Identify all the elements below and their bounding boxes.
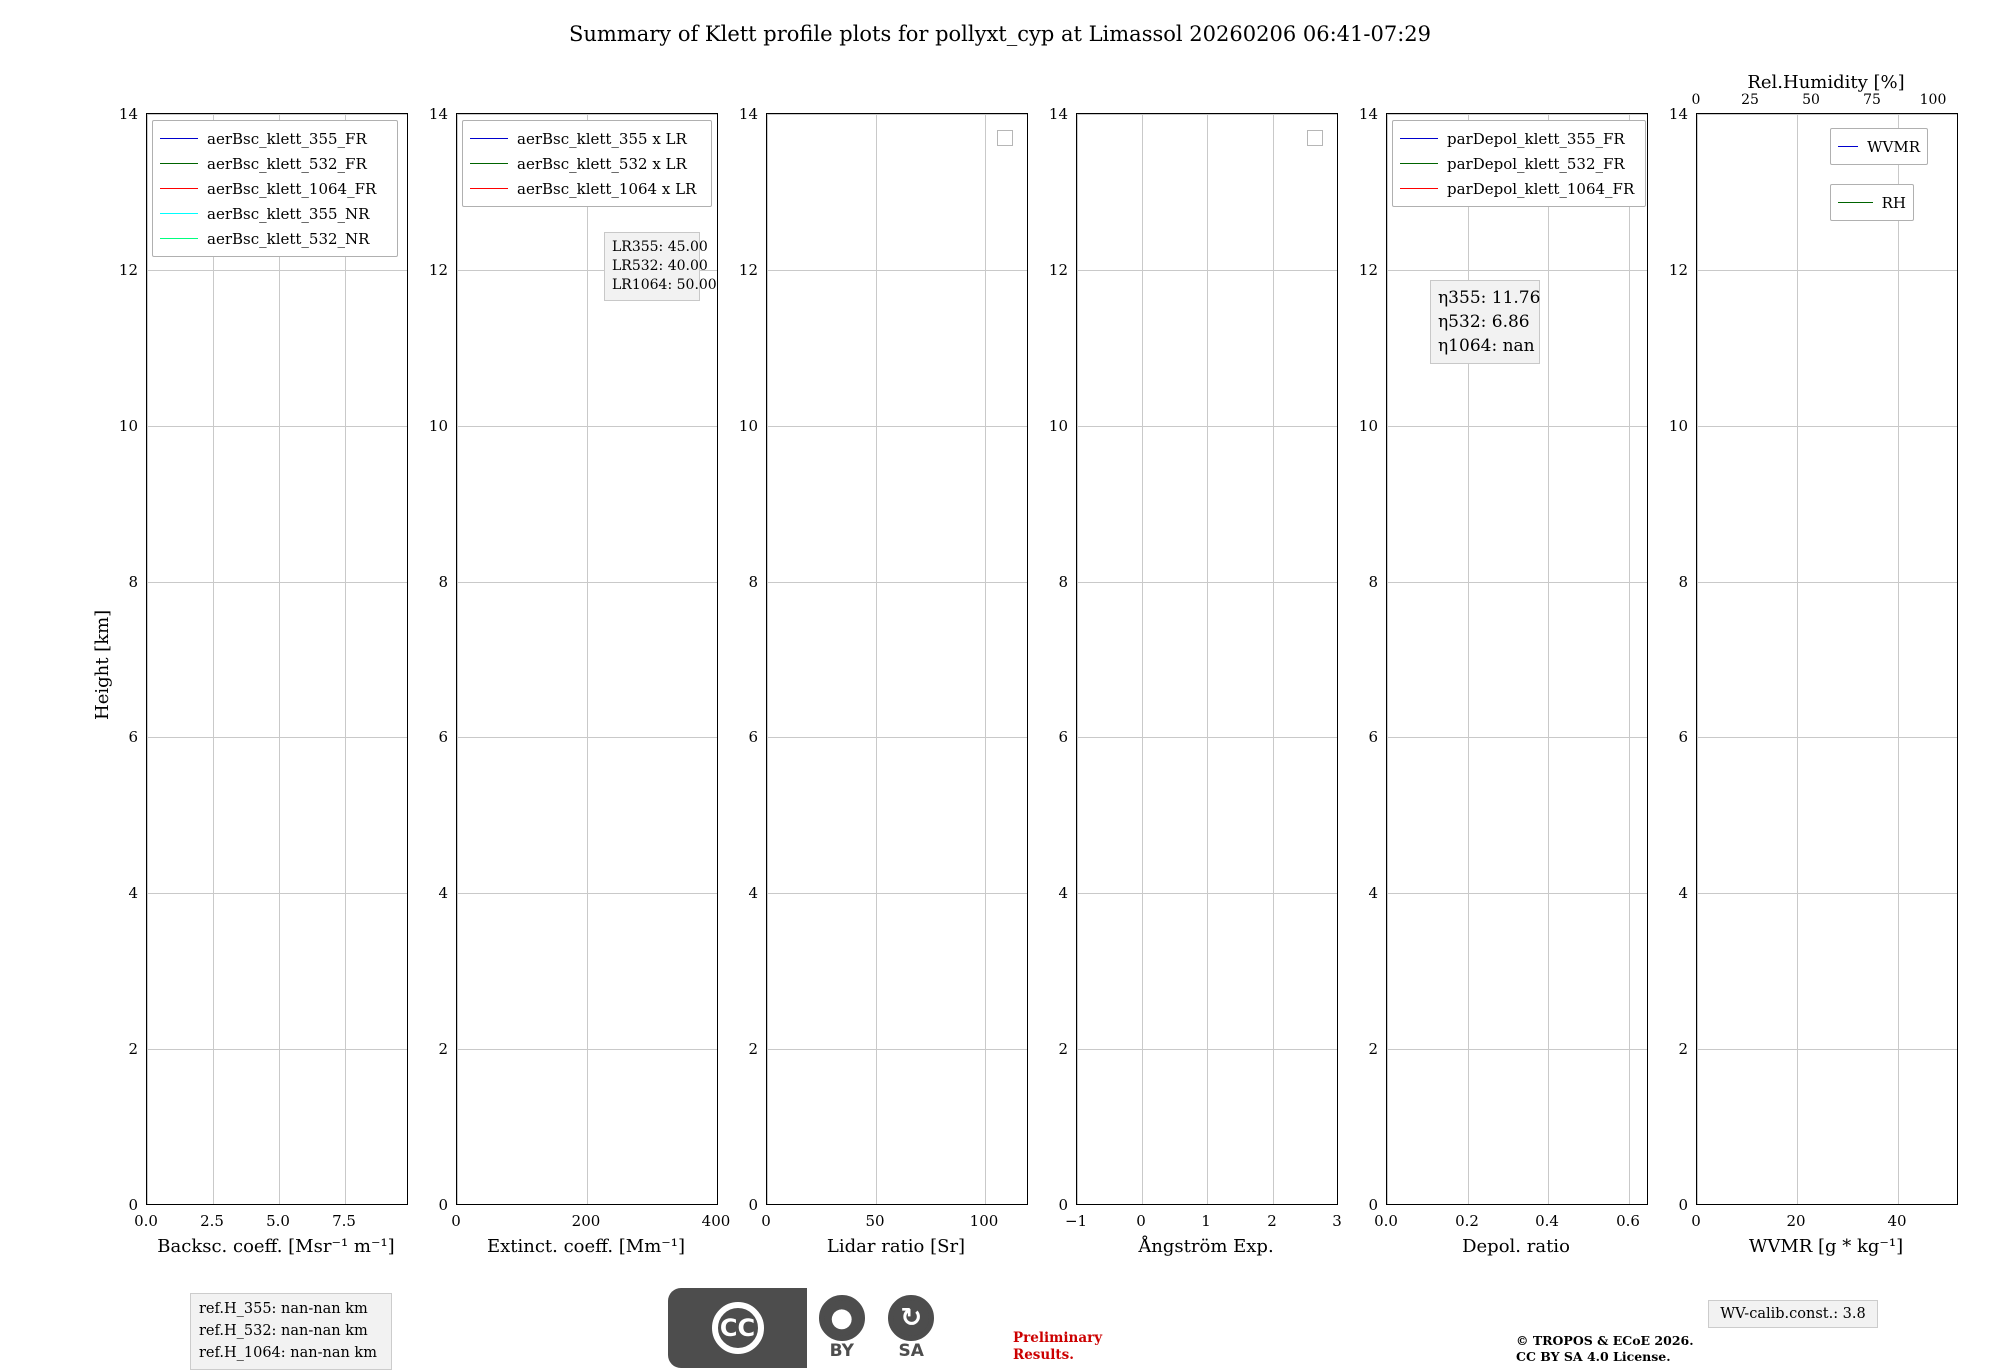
legend-extinct[interactable] (462, 120, 712, 207)
legend-backsc[interactable] (152, 120, 398, 257)
lr-355: LR355: 45.00 (612, 239, 708, 255)
xtick-extinct-0: 0 (451, 1212, 461, 1230)
xlabel-wvmr: WVMR [g * kg⁻¹] (1748, 1236, 1904, 1257)
legend-label: aerBsc_klett_1064 x LR (517, 179, 697, 198)
legend-label: RH (1881, 193, 1906, 212)
legend-label: parDepol_klett_355_FR (1447, 129, 1625, 148)
ytick-6: 6 (1678, 728, 1688, 746)
cc-sa-label: SA (898, 1341, 924, 1361)
xlabel-lidar-ratio: Lidar ratio [Sr] (826, 1236, 966, 1257)
ytick-6: 6 (438, 728, 448, 746)
legend-line-icon (1400, 138, 1438, 139)
legend-line-icon (1838, 146, 1858, 147)
ytick-2: 2 (438, 1040, 448, 1058)
xtick-lidar-1: 50 (865, 1212, 885, 1230)
legend-line-icon (160, 163, 198, 164)
xtick-angstrom-4: 3 (1332, 1212, 1342, 1230)
top-xtick-25: 25 (1741, 92, 1759, 108)
legend-item[interactable] (160, 226, 390, 251)
legend-placeholder-angstrom[interactable] (1307, 130, 1323, 146)
xtick-angstrom-1: 0 (1136, 1212, 1146, 1230)
legend-rh[interactable] (1830, 184, 1914, 221)
ytick-2: 2 (1368, 1040, 1378, 1058)
ytick-14: 14 (118, 105, 138, 123)
cc-terms (807, 1288, 946, 1368)
cc-license-badge[interactable] (668, 1288, 946, 1368)
legend-label: aerBsc_klett_355_NR (207, 204, 370, 223)
top-xtick-50: 50 (1802, 92, 1820, 108)
xtick-angstrom-2: 1 (1201, 1212, 1211, 1230)
legend-line-icon (470, 163, 508, 164)
copyright-line-2: CC BY SA 4.0 License. (1516, 1349, 1671, 1365)
xtick-lidar-2: 100 (969, 1212, 999, 1230)
ytick-12: 12 (428, 261, 448, 279)
xlabel-backsc: Backsc. coeff. [Msr⁻¹ m⁻¹] (157, 1236, 395, 1257)
xtick-extinct-1: 200 (571, 1212, 601, 1230)
reference-height-box (190, 1293, 392, 1370)
legend-item[interactable] (160, 151, 390, 176)
ytick-4: 4 (1678, 884, 1688, 902)
xtick-depol-1: 0.2 (1455, 1212, 1479, 1230)
ytick-14: 14 (1048, 105, 1068, 123)
xtick-wvmr-2: 40 (1887, 1212, 1907, 1230)
legend-label: aerBsc_klett_532 x LR (517, 154, 687, 173)
lidar-ratio-annotation (604, 232, 717, 301)
eta-532: η532: 6.86 (1438, 312, 1530, 333)
preliminary-line-2: Results. (1013, 1346, 1074, 1363)
ytick-0: 0 (438, 1196, 448, 1214)
legend-item[interactable] (160, 126, 390, 151)
ytick-2: 2 (128, 1040, 138, 1058)
xtick-depol-0: 0.0 (1374, 1212, 1398, 1230)
legend-line-icon (470, 188, 508, 189)
legend-placeholder-lidar[interactable] (997, 130, 1013, 146)
xtick-depol-2: 0.4 (1535, 1212, 1559, 1230)
ytick-8: 8 (748, 573, 758, 591)
legend-item[interactable] (1400, 126, 1638, 151)
legend-label: aerBsc_klett_355 x LR (517, 129, 687, 148)
ytick-12: 12 (1668, 261, 1688, 279)
ytick-10: 10 (1358, 417, 1378, 435)
person-icon: ● (819, 1295, 865, 1341)
cc-by-item (819, 1295, 865, 1361)
legend-line-icon (470, 138, 508, 139)
legend-item[interactable] (470, 126, 704, 151)
ref-h-355: ref.H_355: nan-nan km (199, 1301, 368, 1317)
legend-label: aerBsc_klett_532_NR (207, 229, 370, 248)
legend-label: aerBsc_klett_532_FR (207, 154, 367, 173)
eta-annotation (1430, 280, 1540, 364)
legend-label: aerBsc_klett_1064_FR (207, 179, 377, 198)
plot-area-lidar-ratio (766, 113, 1028, 1205)
share-alike-icon: ↻ (888, 1295, 934, 1341)
ytick-12: 12 (118, 261, 138, 279)
ytick-10: 10 (118, 417, 138, 435)
legend-item[interactable] (1838, 190, 1906, 215)
ytick-2: 2 (1678, 1040, 1688, 1058)
legend-label: parDepol_klett_1064_FR (1447, 179, 1635, 198)
ytick-0: 0 (1368, 1196, 1378, 1214)
ytick-8: 8 (1678, 573, 1688, 591)
legend-label: parDepol_klett_532_FR (1447, 154, 1625, 173)
ytick-12: 12 (1358, 261, 1378, 279)
legend-depol[interactable] (1392, 120, 1646, 207)
legend-label: aerBsc_klett_355_FR (207, 129, 367, 148)
ytick-4: 4 (438, 884, 448, 902)
legend-item[interactable] (160, 201, 390, 226)
legend-line-icon (1400, 188, 1438, 189)
legend-line-icon (160, 238, 198, 239)
ytick-8: 8 (438, 573, 448, 591)
xtick-backsc-0: 0.0 (134, 1212, 158, 1230)
xlabel-depol: Depol. ratio (1462, 1236, 1570, 1257)
ytick-14: 14 (1358, 105, 1378, 123)
ytick-10: 10 (738, 417, 758, 435)
ytick-2: 2 (1058, 1040, 1068, 1058)
ytick-0: 0 (748, 1196, 758, 1214)
xtick-backsc-2: 5.0 (266, 1212, 290, 1230)
eta-355: η355: 11.76 (1438, 288, 1541, 308)
xtick-extinct-2: 400 (701, 1212, 731, 1230)
wv-calib-box: WV-calib.const.: 3.8 (1708, 1300, 1878, 1328)
xtick-depol-3: 0.6 (1616, 1212, 1640, 1230)
ytick-0: 0 (1058, 1196, 1068, 1214)
cc-logo-icon (668, 1288, 807, 1368)
legend-label: WVMR (1867, 137, 1920, 156)
top-xtick-100: 100 (1919, 92, 1947, 108)
ytick-4: 4 (128, 884, 138, 902)
ytick-0: 0 (128, 1196, 138, 1214)
ytick-8: 8 (1368, 573, 1378, 591)
plot-area-depol (1386, 113, 1648, 1205)
legend-item[interactable] (470, 176, 704, 201)
xlabel-angstrom: Ångström Exp. (1138, 1236, 1274, 1257)
top-xtick-75: 75 (1863, 92, 1881, 108)
xtick-backsc-1: 2.5 (200, 1212, 224, 1230)
ref-h-1064: ref.H_1064: nan-nan km (199, 1344, 377, 1361)
plot-area-angstrom (1076, 113, 1338, 1205)
xtick-angstrom-3: 2 (1267, 1212, 1277, 1230)
legend-line-icon (1838, 202, 1873, 203)
plot-area-backsc (146, 113, 408, 1205)
legend-line-icon (1400, 163, 1438, 164)
ytick-8: 8 (1058, 573, 1068, 591)
ytick-6: 6 (128, 728, 138, 746)
eta-1064: η1064: nan (1438, 336, 1535, 357)
ytick-2: 2 (748, 1040, 758, 1058)
top-axis-label-rh: Rel.Humidity [%] (1747, 72, 1905, 93)
cc-ring-icon (712, 1302, 764, 1354)
cc-sa-item (888, 1295, 934, 1361)
legend-line-icon (160, 188, 198, 189)
ytick-4: 4 (1058, 884, 1068, 902)
legend-item[interactable] (470, 151, 704, 176)
ytick-12: 12 (1048, 261, 1068, 279)
plot-area-wvmr (1696, 113, 1958, 1205)
ytick-10: 10 (428, 417, 448, 435)
lr-532: LR532: 40.00 (612, 257, 708, 274)
xtick-backsc-3: 7.5 (332, 1212, 356, 1230)
cc-label: CC (719, 1314, 756, 1342)
legend-line-icon (160, 138, 198, 139)
xtick-wvmr-0: 0 (1691, 1212, 1701, 1230)
top-xtick-0: 0 (1691, 92, 1701, 108)
ytick-10: 10 (1668, 417, 1688, 435)
ytick-6: 6 (1368, 728, 1378, 746)
ytick-14: 14 (428, 105, 448, 123)
ytick-14: 14 (738, 105, 758, 123)
xtick-lidar-0: 0 (761, 1212, 771, 1230)
copyright-line-1: © TROPOS & ECoE 2026. (1516, 1333, 1694, 1348)
lr-1064: LR1064: 50.00 (612, 276, 717, 293)
ytick-6: 6 (748, 728, 758, 746)
ytick-4: 4 (748, 884, 758, 902)
cc-by-label: BY (829, 1341, 854, 1361)
xtick-wvmr-1: 20 (1786, 1212, 1806, 1230)
ytick-10: 10 (1048, 417, 1068, 435)
legend-line-icon (160, 213, 198, 214)
ytick-6: 6 (1058, 728, 1068, 746)
legend-item[interactable] (1400, 176, 1638, 201)
ytick-14: 14 (1668, 105, 1688, 123)
legend-wvmr[interactable] (1830, 128, 1928, 165)
xlabel-extinct: Extinct. coeff. [Mm⁻¹] (486, 1236, 686, 1257)
ytick-0: 0 (1678, 1196, 1688, 1214)
legend-item[interactable] (1400, 151, 1638, 176)
ytick-12: 12 (738, 261, 758, 279)
ref-h-532: ref.H_532: nan-nan km (199, 1322, 368, 1339)
page-title: Summary of Klett profile plots for pollyxt_cyp at Limassol 20260206 06:41-07:29 (568, 22, 1431, 46)
ytick-4: 4 (1368, 884, 1378, 902)
xtick-angstrom-0: −1 (1064, 1212, 1088, 1230)
ytick-8: 8 (128, 573, 138, 591)
legend-item[interactable] (160, 176, 390, 201)
y-axis-label: Height [km] (92, 609, 113, 720)
copyright-note (1516, 1333, 1694, 1366)
preliminary-note (1013, 1330, 1102, 1364)
preliminary-line-1: Preliminary (1013, 1330, 1103, 1346)
legend-item[interactable] (1838, 134, 1920, 159)
